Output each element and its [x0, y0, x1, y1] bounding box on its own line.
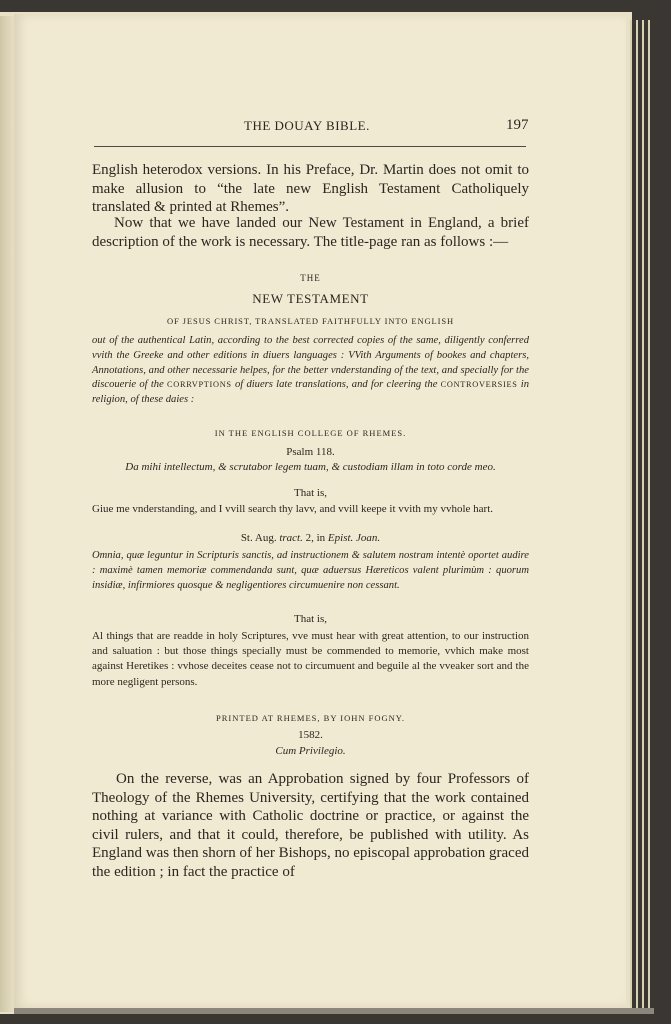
aug-prefix: St. Aug.: [240, 532, 277, 544]
that-is-label: That is,: [294, 487, 327, 499]
printer-line: PRINTED AT RHEMES, BY IOHN FOGNY.: [216, 713, 405, 723]
publication-year: 1582.: [298, 729, 323, 741]
intro-paragraph: English heterodox versions. In his Preface, Dr. Martin does not omit to make allusion to “the late new English Testament Catholiquely translated & printed at Rhemes”.: [92, 162, 529, 216]
aug-mid: 2, in: [305, 532, 326, 544]
psalm-latin: Da mihi intellectum, & scrutabor legem tuam, & custodiam illam in toto corde meo.: [125, 461, 496, 473]
closing-paragraph: On the reverse, was an Approbation signed by four Professors of Theology of the Rhemes University, certifying that the work contained nothing at variance with Catholic doctrine or practice, or against the civil rulers, and that it could, therefore, be published with utility. As England was then shorn of her Bishops, no episcopal approbation graced the edition ; in fact the practice of: [92, 771, 529, 880]
page-edge: [636, 20, 638, 1008]
title-description: [92, 334, 529, 408]
header-rule: [94, 146, 526, 147]
small-caps-word: CONTROVERSIES: [440, 380, 518, 390]
intro-paragraph: Now that we have landed our New Testament in England, a brief description of the work is necessary. The title-page ran as follows :—: [92, 215, 529, 250]
page-edge: [642, 20, 644, 1008]
book-spine: [0, 16, 14, 1012]
privilege-line: Cum Privilegio.: [275, 745, 346, 757]
title-subtitle: OF JESUS CHRIST, TRANSLATED FAITHFULLY INTO ENGLISH: [166, 316, 455, 326]
aug-epist: Epist. Joan.: [327, 532, 381, 544]
psalm-reference: Psalm 118.: [286, 446, 335, 458]
college-line: IN THE ENGLISH COLLEGE OF RHEMES.: [214, 428, 407, 438]
running-header: THE DOUAY BIBLE.: [244, 118, 370, 133]
that-is-label: That is,: [294, 613, 327, 625]
page-number: 197: [506, 117, 529, 133]
title-the: THE: [300, 273, 321, 283]
description-text: of diuers late translations, and for cleering the: [234, 379, 438, 391]
page-edge: [630, 20, 632, 1008]
psalm-english: Giue me vnderstanding, and I vvill search thy lavv, and vvill keepe it vvith my vvhole hart.: [92, 503, 493, 515]
page-edge: [648, 20, 650, 1008]
augustine-reference: [92, 532, 529, 544]
book-cover-edge: [14, 1008, 654, 1014]
augustine-latin: Omnia, quæ leguntur in Scripturis sanctis, ad instructionem & salutem nostram intentè oportet audire : maximè tamen memoriæ commendanda sunt, quæ aduersus Hæreticos valent plurimùm : quorum insidiæ, infirmiores quosque & negligentiores circumuenire non cessant.: [92, 550, 529, 591]
aug-tract: tract.: [279, 532, 303, 544]
description-text: out of the authentical Latin, according to the best corrected copies of the same, diligently conferred vvith the Greeke and other editions in diuers languages : VVith Arguments of bookes and chapters, Annotations, and other necessarie helpes, for the better vnderstanding of the text, and specially for the discouerie of the: [92, 335, 529, 391]
small-caps-word: CORRVPTIONS: [167, 380, 232, 390]
description-text: in religion, of these daies :: [92, 379, 530, 406]
augustine-english: Al things that are readde in holy Scriptures, vve must hear with great attention, to our instruction and saluation : but those things specially must be commended to memorie, vvhich make most against Heretikes : vvhose deceites cease not to circumuent and beguile al the vveaker sort and the more negligent persons.: [92, 630, 529, 688]
title-main: NEW TESTAMENT: [252, 291, 369, 306]
